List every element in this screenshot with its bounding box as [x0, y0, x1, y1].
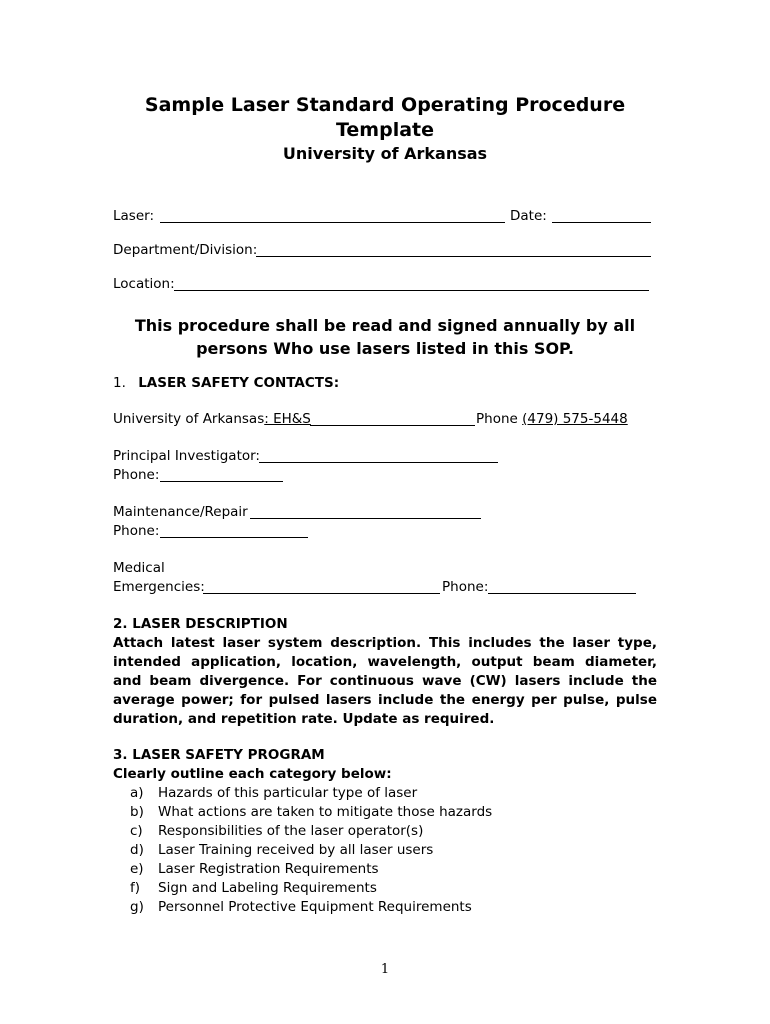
list-text: Hazards of this particular type of laser: [158, 785, 418, 801]
pi-blank-line: [259, 462, 498, 463]
laser-blank-line: [160, 222, 505, 223]
location-label: Location:: [113, 276, 175, 292]
list-item: [130, 860, 492, 879]
department-blank-line: [256, 256, 651, 257]
pi-phone-blank-line: [160, 481, 283, 482]
uofa-phone-label: Phone: [476, 411, 518, 427]
notice-line-1: This procedure shall be read and signed annually by all: [134, 316, 636, 335]
institution-name: University of Arkansas: [282, 144, 488, 163]
notice-line-2: persons Who use lasers listed in this SOP.: [196, 339, 574, 358]
list-item: [130, 898, 492, 917]
title-line-1: Sample Laser Standard Operating Procedure: [144, 94, 626, 116]
list-text: What actions are taken to mitigate those hazards: [158, 804, 493, 820]
pi-label: Principal Investigator:: [113, 448, 260, 464]
maintenance-phone-blank-line: [160, 537, 308, 538]
list-marker: c): [130, 823, 143, 839]
medical-phone-label: Phone:: [442, 579, 489, 595]
section-1-title: LASER SAFETY CONTACTS:: [138, 375, 340, 391]
list-text: Laser Training received by all laser users: [158, 842, 434, 858]
list-marker: e): [130, 861, 144, 877]
maintenance-label: Maintenance/Repair: [113, 504, 248, 520]
safety-program-list: [130, 784, 492, 917]
list-text: Personnel Protective Equipment Requirements: [158, 899, 472, 915]
section-3-intro: Clearly outline each category below:: [113, 766, 392, 782]
list-marker: g): [130, 899, 144, 915]
uofa-phone-value: (479) 575-5448: [522, 411, 628, 427]
date-label: Date:: [510, 208, 547, 224]
uofa-value: : EH&S: [264, 411, 311, 427]
signing-notice: [110, 314, 660, 360]
pi-phone-label: Phone:: [113, 467, 160, 483]
uofa-label: University of Arkansas: [113, 411, 265, 427]
location-blank-line: [174, 290, 649, 291]
list-text: Responsibilities of the laser operator(s): [158, 823, 424, 839]
department-label: Department/Division:: [113, 242, 258, 258]
medical-blank-line: [203, 593, 440, 594]
section-2-heading: 2. LASER DESCRIPTION: [113, 616, 288, 632]
section-1-heading: [113, 374, 339, 392]
laser-label: Laser:: [113, 208, 154, 224]
list-marker: f): [130, 880, 141, 896]
medical-phone-blank-line: [488, 593, 636, 594]
maintenance-blank-line: [250, 518, 481, 519]
list-marker: b): [130, 804, 144, 820]
date-blank-line: [552, 222, 651, 223]
uofa-contact-row: [113, 410, 311, 428]
title-line-2: Template: [335, 119, 435, 141]
section-3-heading: 3. LASER SAFETY PROGRAM: [113, 747, 325, 763]
section-2-body: Attach latest laser system description. This includes the laser type, intended application, location, wavelength, output beam diameter, and beam divergence. For continuous wave (CW) lasers include the average power; for pulsed lasers include the energy per pulse, pulse duration, and repetition rate. Update as required.: [113, 635, 657, 727]
list-item: [130, 822, 492, 841]
medical-label-line-2: Emergencies:: [113, 579, 205, 595]
document-title: [0, 93, 770, 143]
uofa-phone-row: [476, 410, 628, 428]
list-item: [130, 879, 492, 898]
list-text: Laser Registration Requirements: [158, 861, 379, 877]
medical-label-line-1: Medical: [113, 560, 165, 576]
list-marker: a): [130, 785, 144, 801]
section-1-number: 1.: [113, 375, 126, 391]
uofa-blank-line: [310, 425, 475, 426]
page-number: 1: [380, 962, 390, 977]
list-item: [130, 803, 492, 822]
list-text: Sign and Labeling Requirements: [158, 880, 377, 896]
list-item: [130, 784, 492, 803]
maintenance-phone-label: Phone:: [113, 523, 160, 539]
list-marker: d): [130, 842, 144, 858]
list-item: [130, 841, 492, 860]
